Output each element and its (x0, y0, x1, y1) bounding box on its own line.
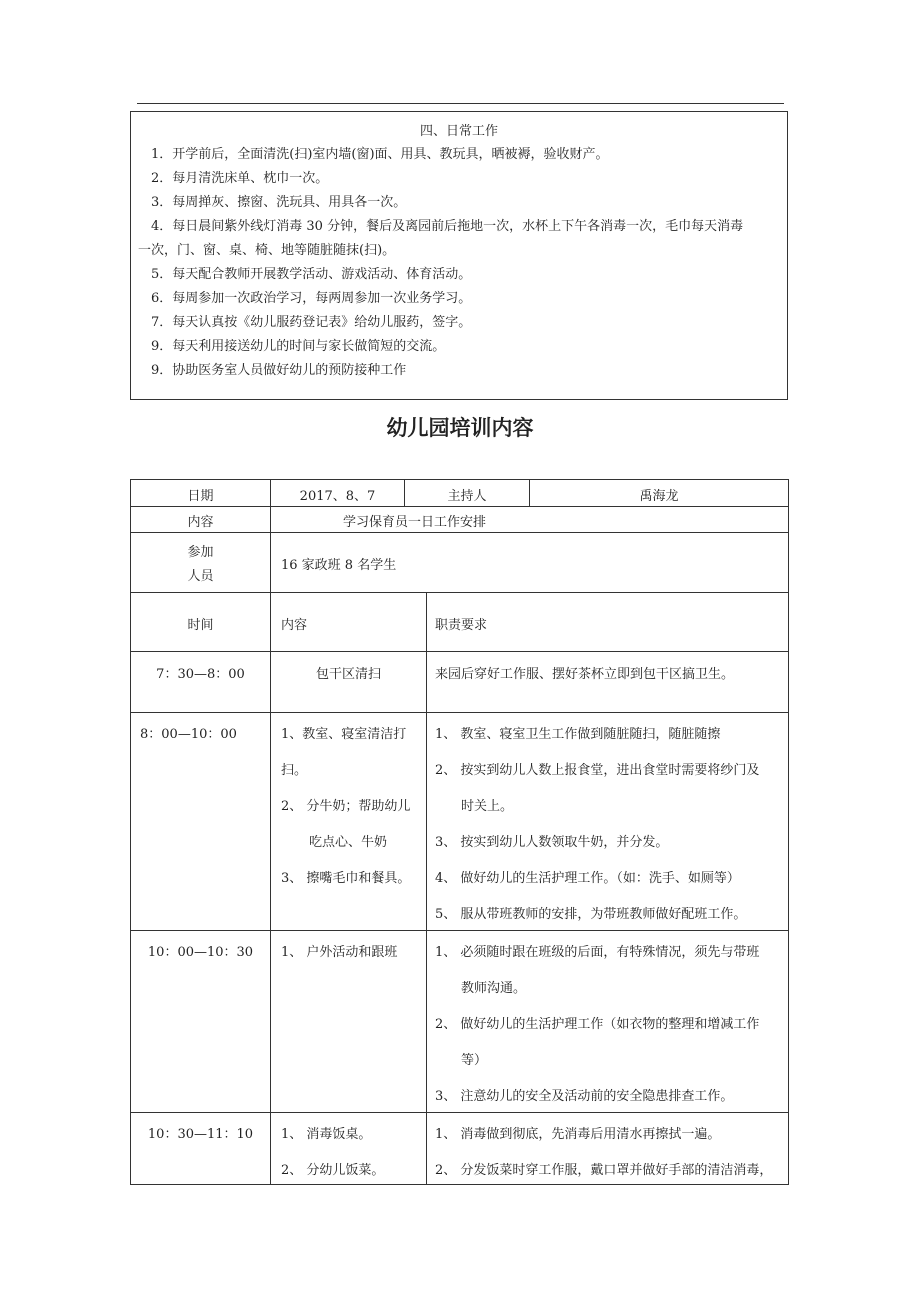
participants-value: 16 家政班 8 名学生 (281, 558, 397, 573)
row-duty: 来园后穿好工作服、摆好茶杯立即到包干区搞卫生。 (435, 667, 735, 682)
row-content: 1、教室、寝室清洁打 (281, 727, 407, 742)
row-content: 扫。 (281, 763, 308, 778)
participants-label: 人员 (187, 569, 214, 584)
daily-item: 7．每天认真按《幼儿服药登记表》给幼儿服药，签字。 (151, 315, 472, 330)
row-duty: 5、 服从带班教师的安排，为带班教师做好配班工作。 (435, 907, 747, 922)
row-time: 10：30—11：10 (147, 1127, 254, 1142)
row-duty: 4、 做好幼儿的生活护理工作。（如：洗手、如厕等） (435, 871, 740, 886)
daily-item: 一次，门、窗、桌、椅、地等随脏随抹(扫)。 (138, 243, 396, 258)
row-content: 吃点心、牛奶 (309, 835, 388, 850)
content-value: 学习保育员一日工作安排 (343, 515, 487, 530)
content-label: 内容 (187, 515, 214, 530)
row-content: 1、 消毒饭桌。 (281, 1127, 372, 1142)
row-content: 1、 户外活动和跟班 (281, 945, 398, 960)
host-label: 主持人 (447, 489, 487, 504)
duty-header: 职责要求 (435, 618, 488, 633)
page-title: 幼儿园培训内容 (386, 416, 534, 440)
daily-work-heading: 四、日常工作 (419, 124, 498, 139)
daily-work-box (130, 111, 788, 400)
time-header: 时间 (187, 618, 214, 633)
daily-item: 5．每天配合教师开展教学活动、游戏活动、体育活动。 (151, 267, 472, 282)
host-value: 禹海龙 (639, 489, 679, 504)
row-time: 7：30—8：00 (156, 667, 245, 682)
row-duty: 3、 注意幼儿的安全及活动前的安全隐患排查工作。 (435, 1089, 734, 1104)
daily-item: 9．协助医务室人员做好幼儿的预防接种工作 (151, 363, 407, 378)
row-content: 3、 擦嘴毛巾和餐具。 (281, 871, 411, 886)
row-duty: 等） (461, 1053, 488, 1068)
daily-item: 2．每月清洗床单、枕巾一次。 (151, 171, 329, 186)
row-content: 2、 分幼儿饭菜。 (281, 1163, 385, 1178)
daily-item: 6．每周参加一次政治学习，每两周参加一次业务学习。 (151, 291, 472, 306)
training-table (130, 479, 789, 1185)
content-header: 内容 (281, 618, 308, 633)
participants-label: 参加 (187, 545, 214, 560)
row-duty: 2、 按实到幼儿人数上报食堂，进出食堂时需要将纱门及 (435, 763, 760, 778)
daily-item: 4．每日晨间紫外线灯消毒 30 分钟，餐后及离园前后拖地一次，水杯上下午各消毒一次，毛巾每天消毒 (151, 219, 744, 234)
row-duty: 教师沟通。 (461, 981, 527, 996)
row-duty: 2、 做好幼儿的生活护理工作（如衣物的整理和增减工作 (435, 1017, 760, 1032)
row-time: 8：00—10：00 (140, 727, 237, 742)
date-value: 2017、8、7 (299, 489, 376, 504)
row-duty: 2、 分发饭菜时穿工作服，戴口罩并做好手部的清洁消毒， (435, 1163, 773, 1178)
row-duty: 1、 教室、寝室卫生工作做到随脏随扫，随脏随擦 (435, 727, 721, 742)
row-time: 10：00—10：30 (147, 945, 254, 960)
row-content: 包干区清扫 (315, 667, 381, 682)
header-rule (137, 103, 784, 104)
row-duty: 1、 消毒做到彻底，先消毒后用清水再擦拭一遍。 (435, 1127, 721, 1142)
daily-item: 9．每天利用接送幼儿的时间与家长做简短的交流。 (151, 339, 446, 354)
daily-item: 3．每周掸灰、擦窗、洗玩具、用具各一次。 (151, 195, 407, 210)
row-duty: 3、 按实到幼儿人数领取牛奶，并分发。 (435, 835, 669, 850)
row-duty: 1、 必须随时跟在班级的后面，有特殊情况，须先与带班 (435, 945, 760, 960)
date-label: 日期 (187, 489, 214, 504)
row-content: 2、 分牛奶；帮助幼儿 (281, 799, 411, 814)
daily-item: 1．开学前后，全面清洗(扫)室内墙(窗)面、用具、教玩具，晒被褥，验收财产。 (151, 147, 609, 162)
row-duty: 时关上。 (461, 799, 514, 814)
